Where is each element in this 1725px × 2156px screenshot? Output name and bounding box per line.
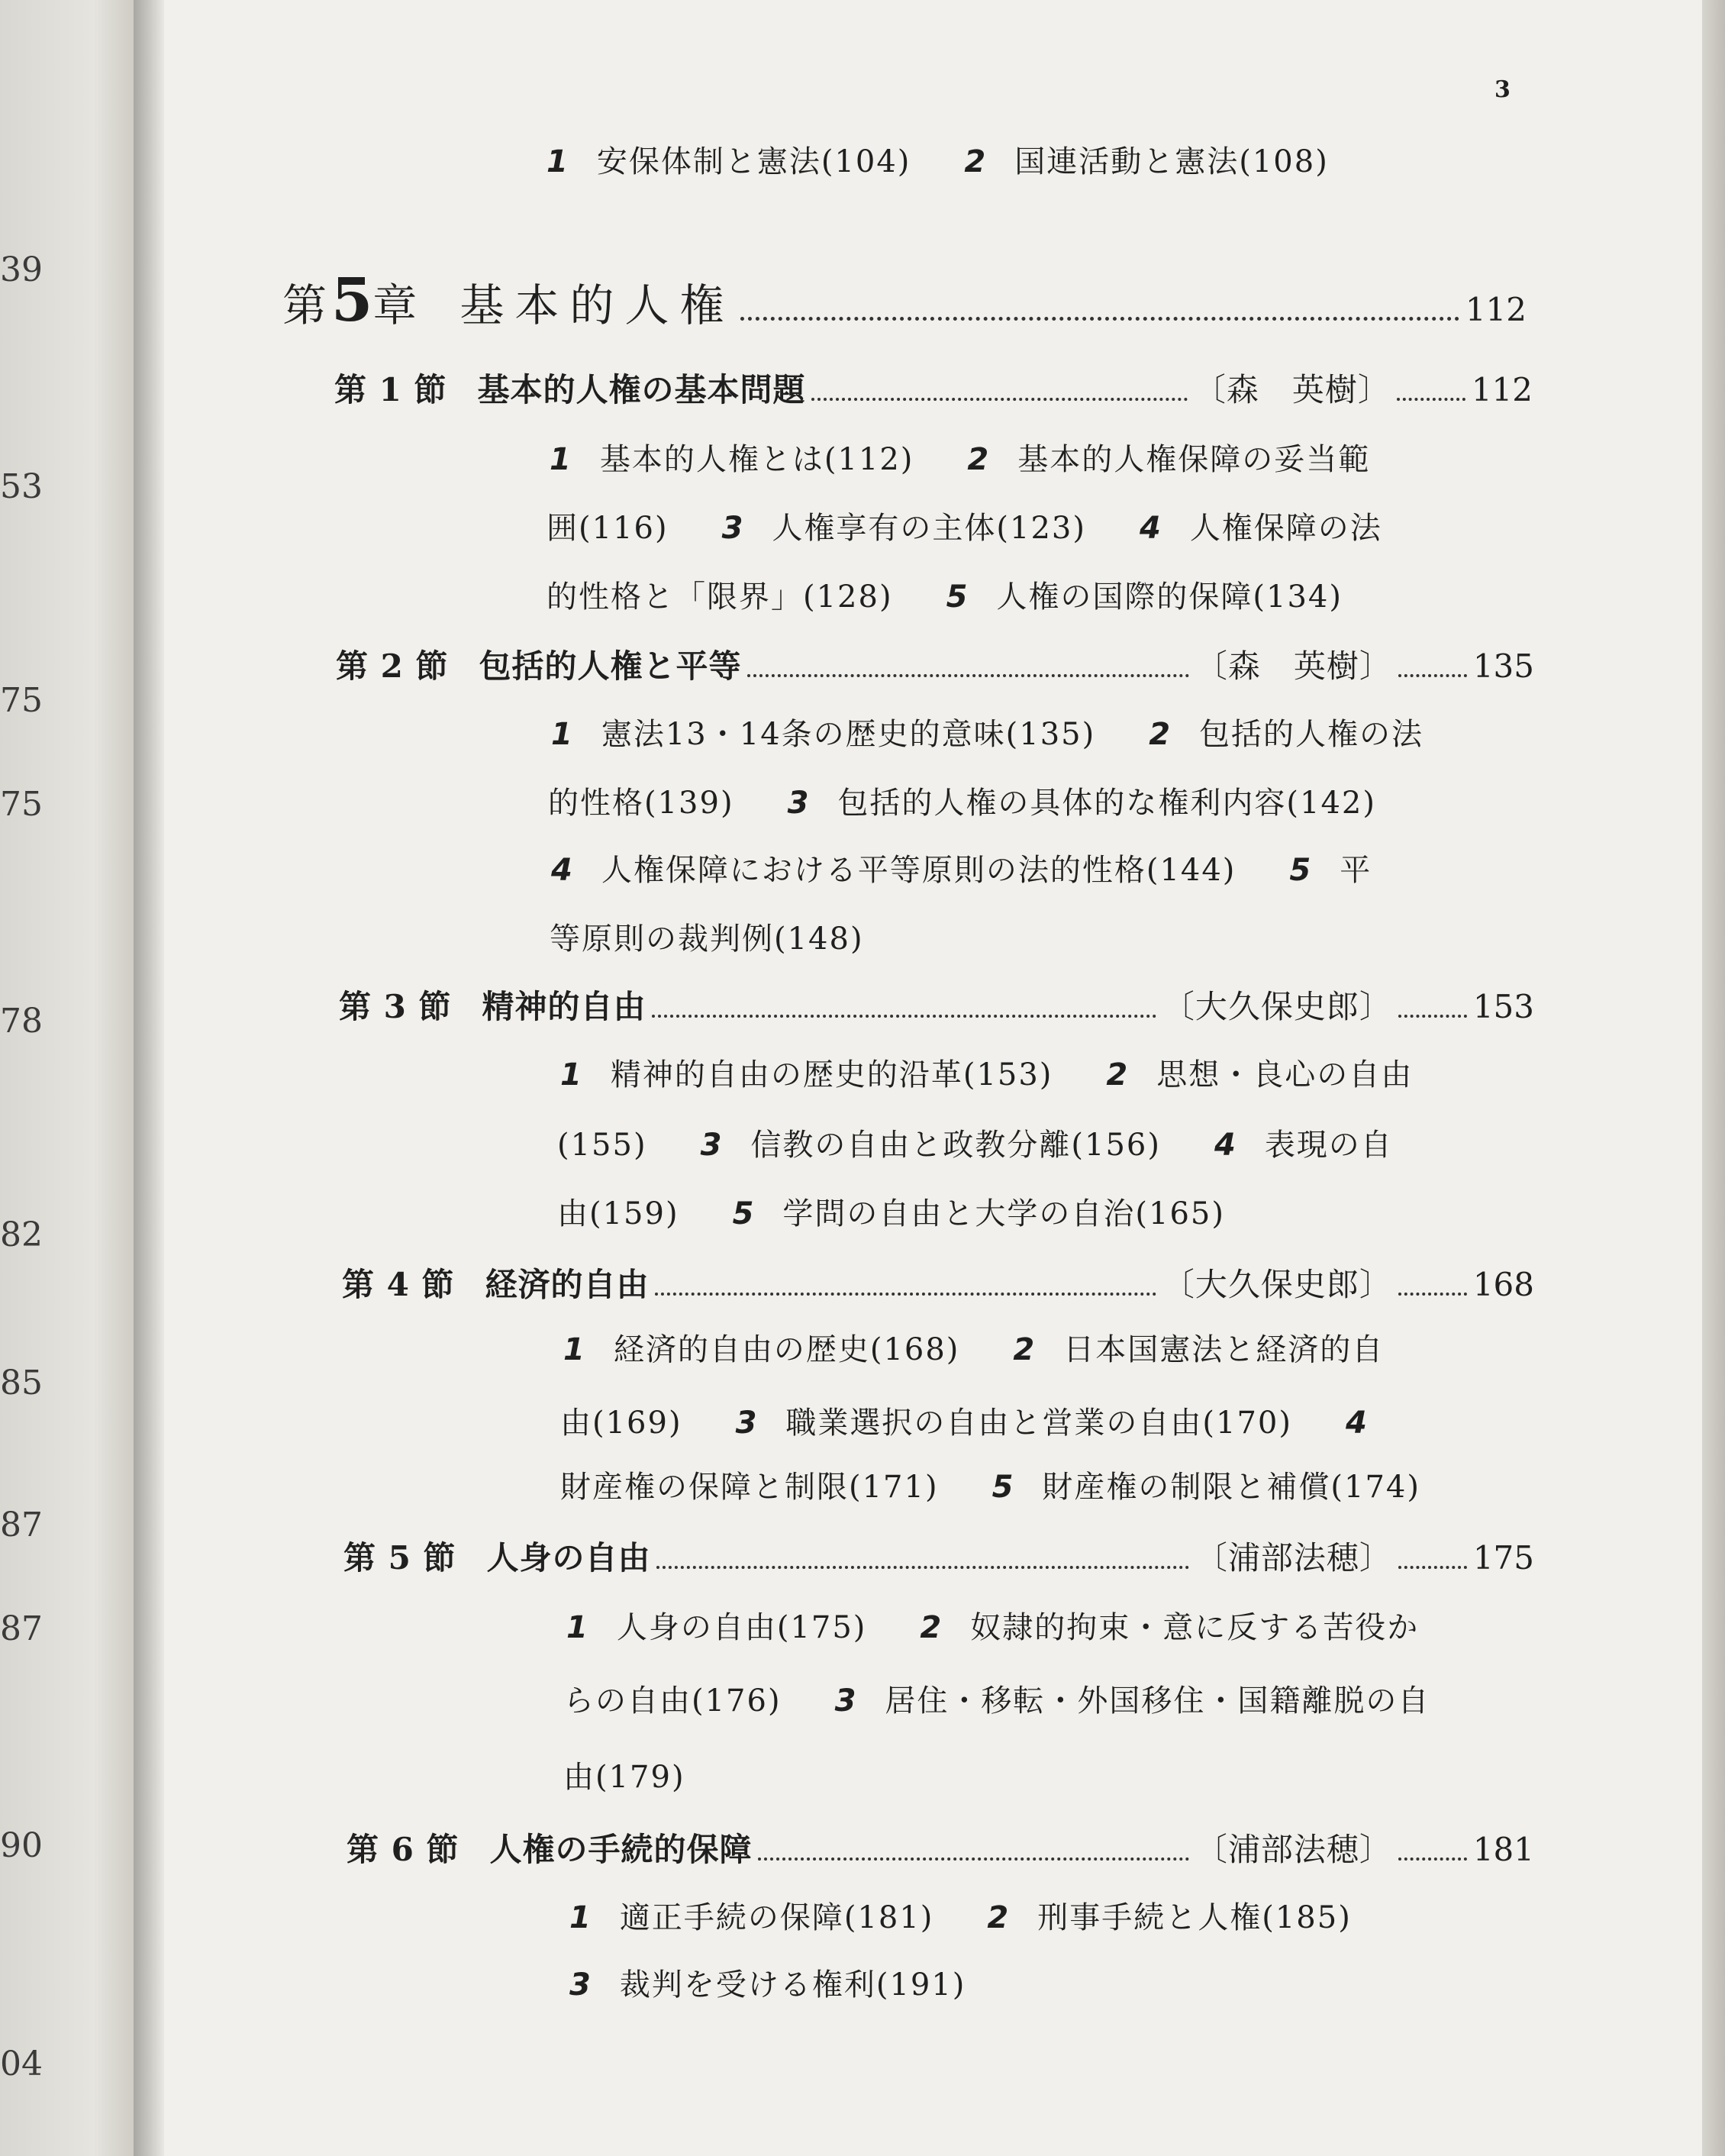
item-text: 由(169) xyxy=(560,1406,682,1441)
section-label: 第 4 節 xyxy=(342,1266,455,1303)
item-text: 的性格(139) xyxy=(548,786,734,821)
item-number: 5 xyxy=(1289,853,1313,888)
toc-item-line xyxy=(550,915,864,958)
section-heading xyxy=(342,1260,1534,1306)
item-text: 信教の自由と政教分離(156) xyxy=(750,1128,1161,1163)
item-text: 奴隷的拘束・意に反する苦役か xyxy=(970,1610,1420,1645)
section-heading xyxy=(347,1825,1534,1870)
section-heading xyxy=(339,982,1534,1028)
item-number: 1 xyxy=(569,1900,592,1935)
toc-item-line xyxy=(560,1463,1420,1506)
item-number: 4 xyxy=(1214,1128,1237,1163)
toc-item-line xyxy=(547,137,1329,181)
dot-leader xyxy=(655,1293,1156,1296)
dot-leader xyxy=(1398,1566,1467,1569)
item-text: 職業選択の自由と営業の自由(170) xyxy=(785,1406,1292,1441)
toc-item-line xyxy=(557,1121,1393,1164)
section-title: 精神的自由 xyxy=(482,988,646,1025)
item-text: 人権の国際的保障(134) xyxy=(996,579,1343,615)
item-text: 学問の自由と大学の自治(165) xyxy=(782,1196,1225,1231)
toc-item-line xyxy=(560,1051,1413,1094)
left-page-number: 87 xyxy=(0,1506,43,1544)
item-text: 包括的人権の具体的な権利内容(142) xyxy=(837,786,1376,821)
item-text: 財産権の制限と補償(174) xyxy=(1042,1470,1420,1505)
chapter-title: 基本的人権 xyxy=(459,279,735,331)
dot-leader xyxy=(1398,674,1467,677)
toc-item-line xyxy=(569,1893,1352,1937)
item-text: 刑事手続と人権(185) xyxy=(1037,1900,1352,1935)
chapter-prefix: 第 xyxy=(282,279,332,331)
dot-leader xyxy=(811,398,1187,401)
section-page: 135 xyxy=(1472,647,1534,685)
section-title: 経済的自由 xyxy=(485,1266,650,1303)
item-text: 包括的人権の法 xyxy=(1199,717,1424,752)
item-number: 1 xyxy=(551,717,574,752)
item-number: 2 xyxy=(1149,717,1172,752)
item-text: 居住・移転・外国移住・国籍離脱の自 xyxy=(885,1683,1430,1719)
item-text: 由(159) xyxy=(557,1196,679,1231)
dot-leader xyxy=(758,1857,1188,1861)
item-text: 財産権の保障と制限(171) xyxy=(560,1470,939,1505)
left-page-number: 82 xyxy=(0,1215,43,1254)
section-label: 第 1 節 xyxy=(334,371,447,408)
item-text: 安保体制と憲法(104) xyxy=(596,144,911,179)
item-number: 3 xyxy=(787,786,811,821)
item-number: 1 xyxy=(550,442,572,477)
item-number: 2 xyxy=(987,1900,1011,1935)
dot-leader xyxy=(1398,1293,1467,1296)
section-author: 〔浦部法穂〕 xyxy=(1195,1831,1392,1868)
item-number: 2 xyxy=(967,442,991,477)
page-edge xyxy=(1702,0,1725,2156)
item-number: 5 xyxy=(991,1470,1015,1505)
left-page-number: 90 xyxy=(0,1826,43,1865)
item-number: 1 xyxy=(547,144,569,179)
item-text: 適正手続の保障(181) xyxy=(619,1900,934,1935)
toc-item-line xyxy=(563,1677,1430,1720)
left-page-number: 39 xyxy=(0,250,43,289)
item-number: 3 xyxy=(700,1128,724,1163)
left-page-number: 87 xyxy=(0,1609,43,1648)
item-text: 等原則の裁判例(148) xyxy=(550,921,864,957)
toc-item-line xyxy=(548,779,1376,822)
left-page xyxy=(0,0,134,2156)
left-page-number: 04 xyxy=(0,2045,43,2083)
item-text: 表現の自 xyxy=(1264,1128,1393,1163)
toc-item-line xyxy=(547,504,1382,547)
left-page-number: 75 xyxy=(0,681,43,720)
item-number: 5 xyxy=(946,579,969,615)
item-text: 裁判を受ける権利(191) xyxy=(619,1967,966,2003)
section-page: 168 xyxy=(1472,1266,1534,1303)
item-number: 4 xyxy=(1139,511,1162,546)
book-gutter xyxy=(134,0,164,2156)
item-number: 3 xyxy=(735,1406,759,1441)
toc-item-line xyxy=(550,435,1370,479)
toc-item-line xyxy=(563,1325,1384,1369)
dot-leader xyxy=(1398,1857,1467,1861)
item-text: 的性格と「限界」(128) xyxy=(547,579,893,615)
section-author: 〔森 英樹〕 xyxy=(1195,647,1392,685)
page-number: 3 xyxy=(1494,76,1511,103)
section-author: 〔大久保史郎〕 xyxy=(1162,1266,1392,1303)
section-title: 人権の手続的保障 xyxy=(489,1831,753,1868)
section-label: 第 2 節 xyxy=(336,647,449,685)
item-number: 3 xyxy=(569,1967,592,2003)
item-number: 2 xyxy=(1106,1057,1130,1093)
item-number: 3 xyxy=(834,1683,858,1719)
item-number: 4 xyxy=(551,853,574,888)
item-text: 憲法13・14条の歴史的意味(135) xyxy=(601,717,1096,752)
item-number: 2 xyxy=(964,144,988,179)
toc-item-line xyxy=(563,1753,685,1796)
toc-item-line xyxy=(547,573,1343,616)
section-page: 181 xyxy=(1472,1831,1534,1868)
section-title: 包括的人権と平等 xyxy=(479,647,742,685)
toc-item-line xyxy=(560,1399,1396,1442)
item-number: 5 xyxy=(732,1196,756,1231)
item-text: 人権享有の主体(123) xyxy=(772,511,1086,546)
item-number: 2 xyxy=(920,1610,943,1645)
item-number: 3 xyxy=(721,511,745,546)
section-label: 第 6 節 xyxy=(347,1831,459,1868)
section-title: 基本的人権の基本問題 xyxy=(477,371,806,408)
item-text: 人権保障における平等原則の法的性格(144) xyxy=(601,853,1237,888)
item-text: 由(179) xyxy=(563,1760,685,1795)
section-label: 第 5 節 xyxy=(343,1539,456,1577)
chapter-suffix: 章 xyxy=(372,279,422,331)
item-text: らの自由(176) xyxy=(563,1683,782,1719)
toc-item-line xyxy=(551,710,1424,754)
section-heading xyxy=(343,1533,1534,1579)
item-text: 基本的人権保障の妥当範 xyxy=(1017,442,1371,477)
chapter-page: 112 xyxy=(1465,291,1527,328)
item-number: 1 xyxy=(560,1057,583,1093)
section-page: 153 xyxy=(1472,988,1534,1025)
chapter-heading xyxy=(282,266,1527,335)
item-text: (155) xyxy=(557,1128,647,1163)
section-page: 175 xyxy=(1472,1539,1534,1577)
item-number: 1 xyxy=(563,1332,586,1367)
dot-leader xyxy=(1397,398,1465,401)
item-number: 1 xyxy=(566,1610,589,1645)
item-text: 思想・良心の自由 xyxy=(1156,1057,1414,1093)
dot-leader xyxy=(652,1015,1156,1018)
toc-item-line xyxy=(569,1961,966,2004)
item-number: 4 xyxy=(1345,1406,1369,1441)
section-heading xyxy=(336,641,1534,687)
left-page-number: 75 xyxy=(0,785,43,824)
chapter-number: 5 xyxy=(331,266,373,335)
toc-item-line xyxy=(557,1189,1225,1233)
section-heading xyxy=(334,365,1533,411)
toc-item-line xyxy=(551,846,1372,889)
dot-leader xyxy=(747,674,1188,677)
item-number: 2 xyxy=(1013,1332,1037,1367)
section-author: 〔森 英樹〕 xyxy=(1193,371,1391,408)
left-page-number: 53 xyxy=(0,467,43,506)
item-text: 基本的人権とは(112) xyxy=(599,442,914,477)
item-text: 精神的自由の歴史的沿革(153) xyxy=(610,1057,1053,1093)
item-text: 平 xyxy=(1340,853,1372,888)
section-page: 112 xyxy=(1471,371,1533,408)
item-text: 日本国憲法と経済的自 xyxy=(1063,1332,1385,1367)
left-page-number: 85 xyxy=(0,1364,43,1402)
item-text: 人権保障の法 xyxy=(1189,511,1382,546)
dot-leader xyxy=(1398,1015,1467,1018)
item-text: 経済的自由の歴史(168) xyxy=(613,1332,960,1367)
dot-leader xyxy=(656,1566,1188,1569)
section-author: 〔大久保史郎〕 xyxy=(1162,988,1392,1025)
section-author: 〔浦部法穂〕 xyxy=(1195,1539,1392,1577)
item-text: 国連活動と憲法(108) xyxy=(1014,144,1329,179)
section-label: 第 3 節 xyxy=(339,988,452,1025)
toc-item-line xyxy=(566,1603,1419,1647)
item-text: 囲(116) xyxy=(547,511,669,546)
item-text: 人身の自由(175) xyxy=(616,1610,867,1645)
left-page-number: 78 xyxy=(0,1002,43,1041)
section-title: 人身の自由 xyxy=(486,1539,651,1577)
dot-leader xyxy=(740,317,1459,321)
